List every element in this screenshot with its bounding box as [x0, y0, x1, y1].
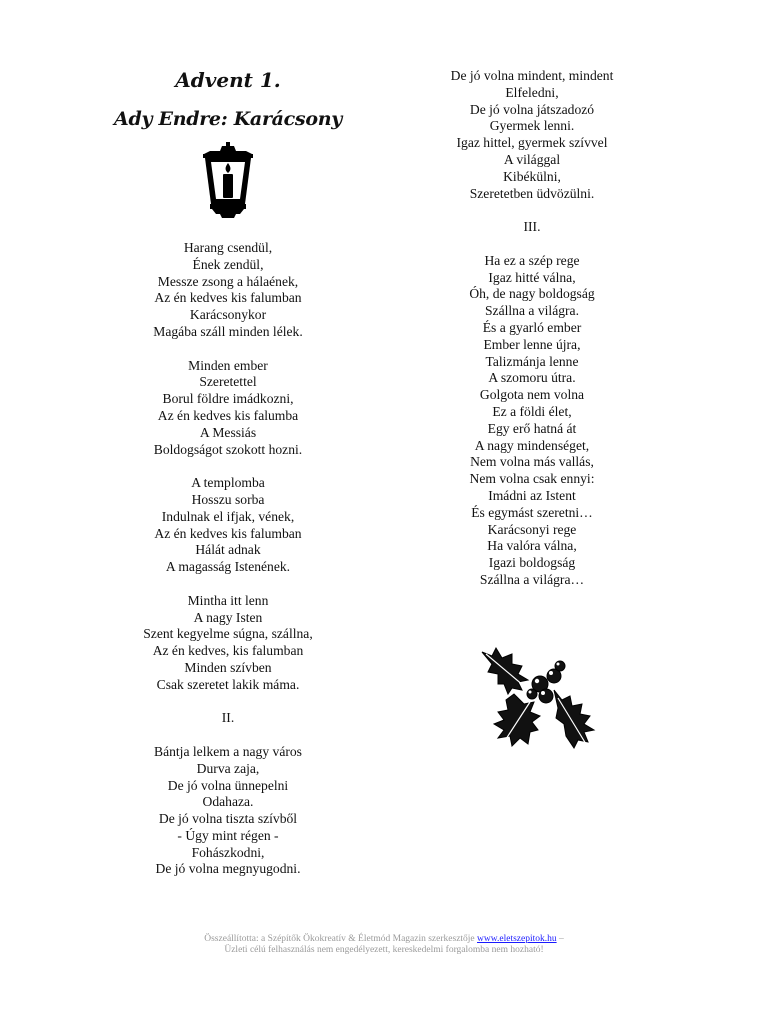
stanza	[108, 240, 348, 341]
poem-line: Igaz hitté válna,	[488, 269, 576, 285]
poem-line: A Messiás	[199, 424, 257, 440]
poem-line: Gyermek lenni.	[489, 118, 575, 134]
poem-line: Elfeledni,	[505, 84, 559, 100]
stanza	[108, 475, 348, 576]
footer-dash: –	[556, 934, 564, 944]
poem-line: Bántja lelkem a nagy város	[154, 743, 302, 759]
poem-line: Nem volna csak ennyi:	[469, 471, 595, 487]
poem-line: Igazi boldogság	[488, 555, 576, 571]
poem-line: Az én kedves kis falumban	[154, 290, 302, 306]
poem-line: Szállna a világra…	[479, 571, 585, 587]
poem-line: De jó volna játszadozó	[469, 101, 595, 117]
poem-line: Odahaza.	[202, 794, 254, 810]
poem-line: Harang csendül,	[183, 240, 273, 255]
stanza	[418, 68, 646, 202]
poem-line: Indulnak el ifjak, vének,	[161, 508, 295, 524]
poem-line: És egymást szeretni…	[471, 504, 593, 520]
poem-line: De jó volna mindent, mindent	[450, 68, 614, 83]
poem-line: Óh, de nagy boldogság	[469, 286, 595, 302]
stanza	[108, 744, 348, 878]
left-column	[108, 240, 348, 895]
stanza	[418, 253, 646, 589]
poem-line: Egy erő hatná át	[487, 420, 577, 436]
poem-line: Szállna a világra.	[485, 303, 579, 319]
poem-line: A szomoru útra.	[488, 370, 576, 386]
poem-line: Igaz hittel, gyermek szívvel	[456, 135, 608, 151]
stanza	[108, 593, 348, 694]
poem-line: Golgota nem volna	[479, 387, 585, 403]
poem-line: De jó volna tiszta szívből	[158, 811, 298, 827]
right-column	[418, 68, 646, 606]
poem-line: Nem volna más vallás,	[470, 454, 594, 470]
poem-line: Magába száll minden lélek.	[153, 323, 303, 339]
poem-line: Messze zsong a hálaének,	[157, 273, 299, 289]
poem-line: Borul földre imádkozni,	[162, 391, 294, 407]
poem-title: Ady Endre: Karácsony	[114, 108, 342, 130]
poem-line: Csak szeretet lakik máma.	[156, 676, 300, 692]
website-link[interactable]: www.eletszepitok.hu	[477, 934, 557, 944]
poem-line: - Úgy mint régen -	[177, 827, 279, 843]
poem-line: Ez a földi élet,	[492, 403, 572, 419]
poem-line: Boldogságot szokott hozni.	[153, 441, 303, 457]
poem-line: Ének zendül,	[192, 256, 264, 272]
poem-line: Hálát adnak	[195, 542, 261, 558]
page-title: Advent 1.	[175, 68, 281, 92]
poem-line: A magasság Istenének.	[165, 559, 291, 575]
poem-line: A nagy mindenséget,	[474, 437, 590, 453]
poem-line: Szeretettel	[199, 374, 257, 390]
holly-icon	[478, 644, 602, 757]
poem-line: Minden szívben	[184, 659, 272, 675]
poem-line: Az én kedves kis falumba	[157, 407, 299, 423]
poem-line: Mintha itt lenn	[187, 592, 269, 608]
poem-line: Kibékülni,	[503, 168, 561, 184]
poem-line: Imádni az Istent	[488, 487, 576, 503]
poem-line: Karácsonykor	[189, 307, 267, 323]
poem-line: Hosszu sorba	[191, 491, 265, 507]
poem-line: Szeretetben üdvözülni.	[469, 185, 595, 201]
poem-line: És a gyarló ember	[482, 319, 582, 335]
poem-line: Fohászkodni,	[191, 844, 265, 860]
poem-line: A nagy Isten	[193, 609, 263, 625]
section-numeral: II.	[221, 710, 235, 726]
poem-line: Talizmánja lenne	[485, 353, 579, 369]
poem-line: Ha valóra válna,	[487, 538, 577, 554]
stanza	[108, 358, 348, 459]
poem-line: Az én kedves kis falumban	[154, 525, 302, 541]
poem-line: Az én kedves, kis falumban	[152, 643, 304, 659]
footer-line-2: Üzleti célú felhasználás nem engedélyezett, kereskedelmi forgalomba nem hozható!	[224, 945, 544, 955]
section-numeral: III.	[523, 219, 541, 235]
poem-line: De jó volna megnyugodni.	[155, 861, 301, 877]
lantern-icon	[198, 142, 258, 227]
footer-line-1	[150, 934, 618, 945]
poem-line: Ember lenne újra,	[483, 336, 581, 352]
poem-line: A templomba	[191, 475, 265, 491]
poem-line: A világgal	[503, 151, 561, 167]
poem-line: Szent kegyelme súgna, szállna,	[143, 626, 313, 642]
poem-line: Ha ez a szép rege	[484, 252, 580, 268]
poem-line: Karácsonyi rege	[487, 521, 577, 537]
footer	[150, 934, 618, 956]
poem-line: De jó volna ünnepelni	[167, 777, 289, 793]
poem-line: Minden ember	[188, 357, 268, 373]
footer-credit-text: Összeállította: a Szépítők Ökokreatív & Életmód Magazin szerkesztője	[204, 934, 478, 944]
poem-line: Durva zaja,	[196, 760, 260, 776]
